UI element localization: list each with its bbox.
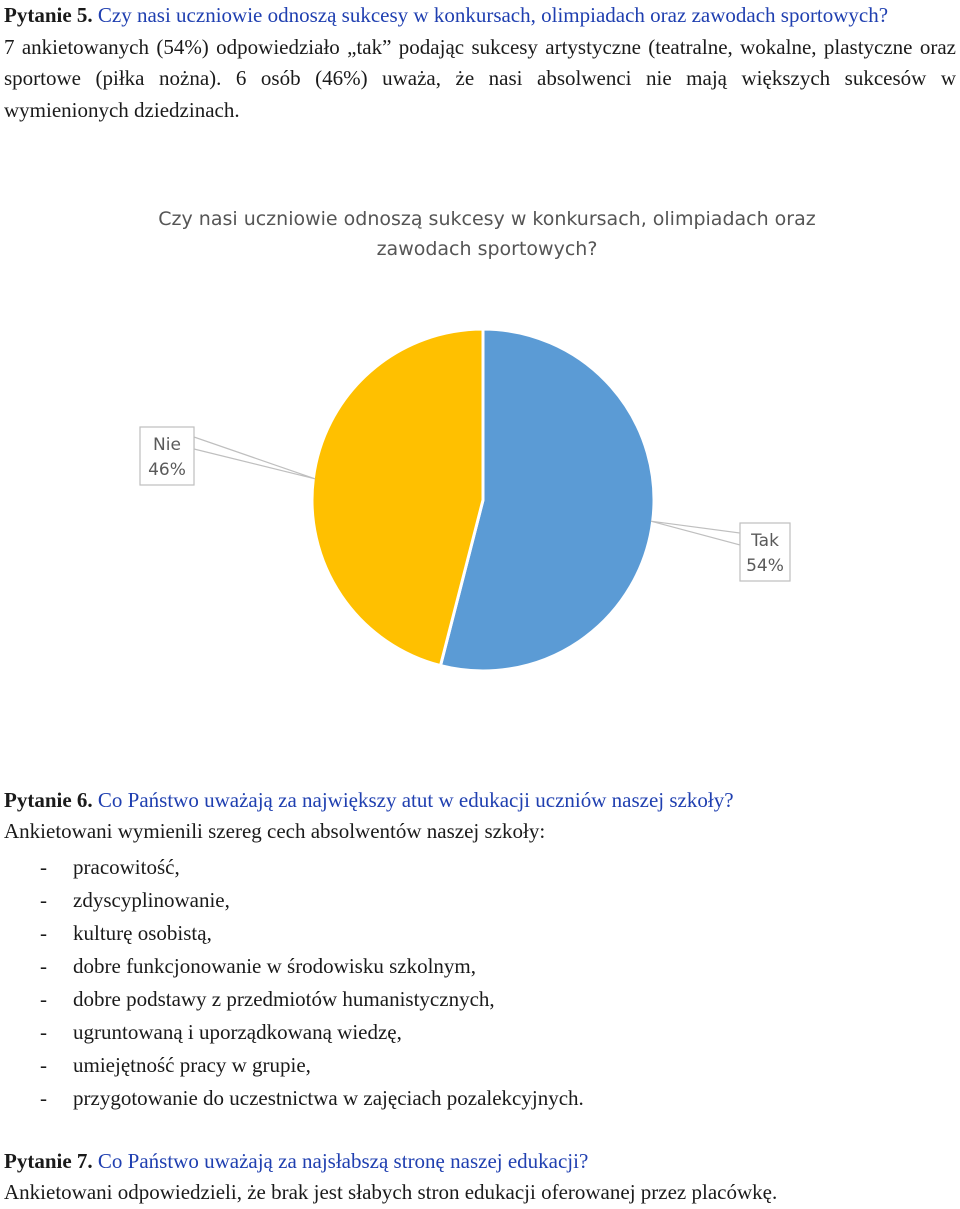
- pie-chart: [0, 195, 960, 715]
- slice-label-name: Nie: [153, 435, 181, 455]
- question7-text: Co Państwo uważają za najsłabszą stronę naszej edukacji?: [97, 1149, 589, 1173]
- list-item-text: dobre funkcjonowanie w środowisku szkolnym,: [73, 954, 477, 978]
- question5-answer: 7 ankietowanych (54%) odpowiedziało „tak” podając sukcesy artystyczne (teatralne, wokalne, plastyczne oraz sportowe (piłka nożna). 6 osób (46%) uważa, że nasi absolwenci nie mają większych sukcesów w wymienionych dziedzinach.: [4, 34, 956, 122]
- chart-title-line1: Czy nasi uczniowie odnoszą sukcesy w konkursach, olimpiadach oraz: [158, 208, 816, 230]
- list-item-text: ugruntowaną i uporządkowaną wiedzę,: [73, 1020, 402, 1044]
- question6-heading: [4, 785, 956, 817]
- list-item: [0, 950, 960, 983]
- slice-label-value: 46%: [148, 460, 186, 480]
- pie-slices: [312, 329, 654, 671]
- question7-heading: [4, 1146, 956, 1178]
- question5-heading: [4, 3, 888, 27]
- slice-label-value: 54%: [746, 556, 784, 576]
- dash-marker: -: [40, 888, 47, 912]
- list-item: [0, 1016, 960, 1049]
- question5-label: Pytanie 5.: [4, 3, 93, 27]
- question6-text: Co Państwo uważają za największy atut w edukacji uczniów naszej szkoły?: [97, 788, 734, 812]
- slice-label-name: Tak: [751, 531, 779, 551]
- attributes-list: [0, 851, 960, 1115]
- dash-marker: -: [40, 855, 47, 879]
- dash-marker: -: [40, 1020, 47, 1044]
- dash-marker: -: [40, 1086, 47, 1110]
- list-item-text: pracowitość,: [73, 855, 180, 879]
- list-item: [0, 983, 960, 1016]
- list-item: [0, 851, 960, 884]
- list-item-text: zdyscyplinowanie,: [73, 888, 230, 912]
- callout-leader-nie: [194, 437, 315, 479]
- list-item: [0, 1049, 960, 1082]
- pie-chart-svg: [0, 195, 960, 715]
- list-item-text: kulturę osobistą,: [73, 921, 212, 945]
- list-item-text: dobre podstawy z przedmiotów humanistycznych,: [73, 987, 495, 1011]
- list-item-text: przygotowanie do uczestnictwa w zajęciach pozalekcyjnych.: [73, 1086, 584, 1110]
- list-item: [0, 917, 960, 950]
- dash-marker: -: [40, 1053, 47, 1077]
- dash-marker: -: [40, 987, 47, 1011]
- chart-title-line2: zawodach sportowych?: [376, 238, 598, 260]
- question6-label: Pytanie 6.: [4, 788, 93, 812]
- list-item-text: umiejętność pracy w grupie,: [73, 1053, 311, 1077]
- question7-answer: Ankietowani odpowiedzieli, że brak jest słabych stron edukacji oferowanej przez placówkę.: [4, 1180, 778, 1204]
- question7-label: Pytanie 7.: [4, 1149, 93, 1173]
- callout-leader-tak: [651, 521, 740, 545]
- list-item: [0, 1082, 960, 1115]
- dash-marker: -: [40, 921, 47, 945]
- dash-marker: -: [40, 954, 47, 978]
- list-item: [0, 884, 960, 917]
- question5-block: [4, 0, 956, 126]
- question5-text: Czy nasi uczniowie odnoszą sukcesy w konkursach, olimpiadach oraz zawodach sportowych?: [97, 3, 889, 27]
- question6-intro: Ankietowani wymienili szereg cech absolwentów naszej szkoły:: [4, 819, 546, 843]
